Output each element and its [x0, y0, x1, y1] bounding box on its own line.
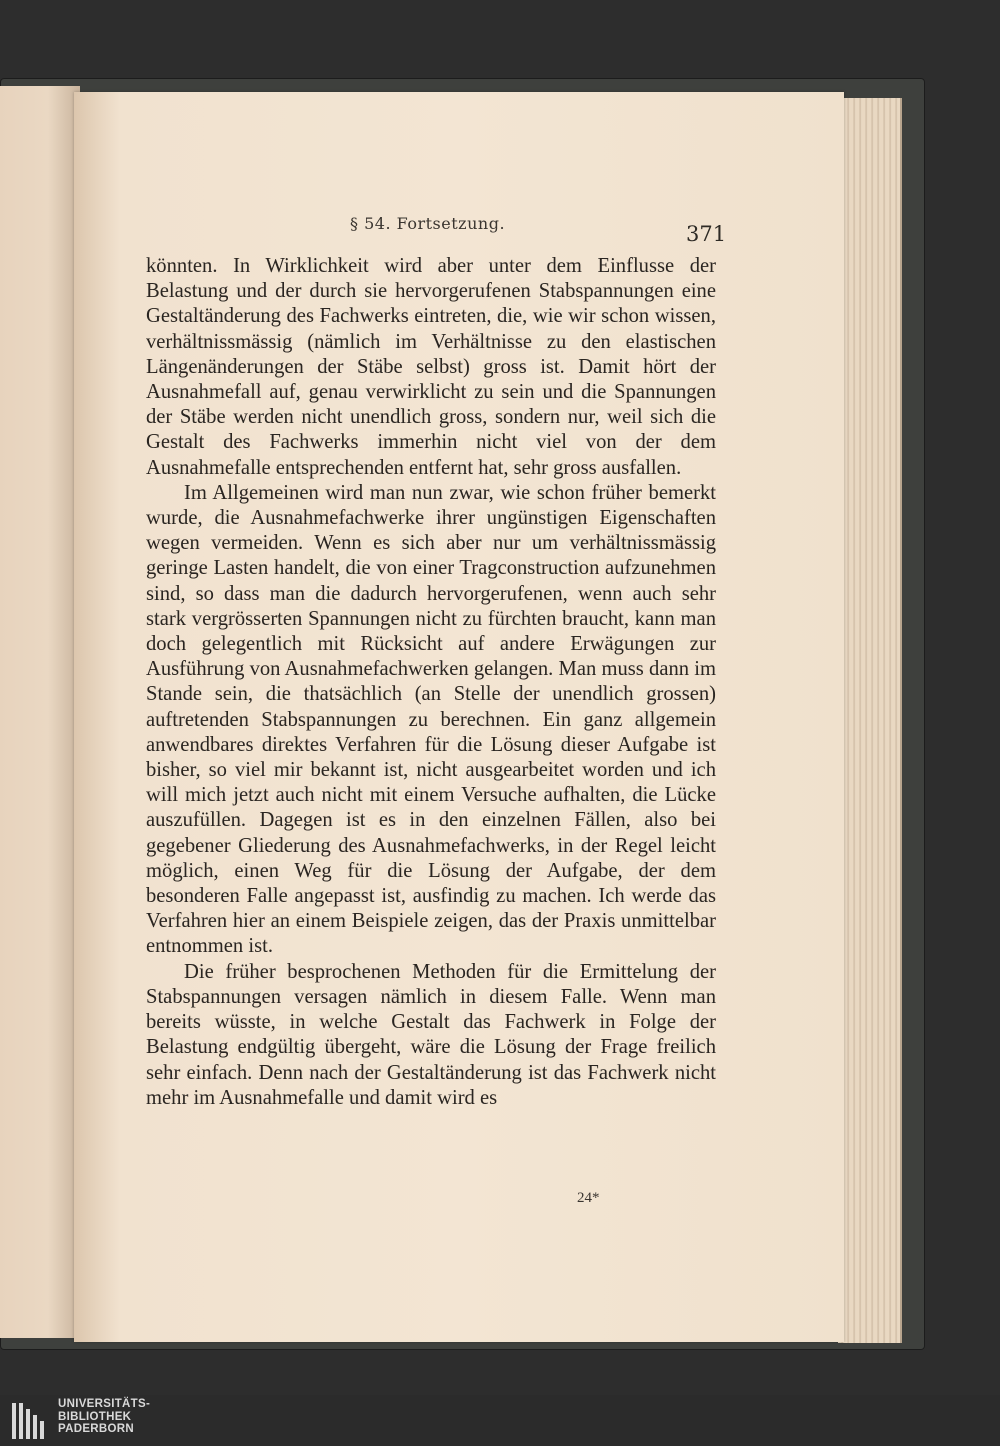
logo-line: BIBLIOTHEK [58, 1410, 132, 1423]
paragraph: könnten. In Wirklichkeit wird aber unter dem Einflusse der Belastung und der durch sie hervorgerufenen Stabspannungen eine Gestaltänderung des Fachwerks eintreten, die, wie wir schon wissen, verhältnissmässig (nämlich im Verhältnisse zu den elastischen Längenänderungen der Stäbe selbst) gross ist. Damit hört der Ausnahmefall auf, genau verwirklicht zu sein und die Spannungen der Stäbe werden nicht unendlich gross, sondern nur, weil sich die Gestalt des Fachwerks immerhin nicht viel von der dem Ausnahmefalle entsprechenden entfernt hat, sehr gross ausfallen. [146, 255, 716, 479]
paragraph: Die früher besprochenen Methoden für die Ermittelung der Stabspannungen versagen nämlich in diesem Falle. Wenn man bereits wüsste, in welche Gestalt das Fachwerk in Folge der Belastung endgültig übergeht, wäre die Lösung der Frage freilich sehr einfach. Denn nach der Gestaltänderung ist das Fachwerk nicht mehr im Ausnahmefalle und damit wird es [146, 960, 716, 1109]
library-logo-text [58, 1398, 150, 1436]
page-block-edges [838, 98, 900, 1343]
logo-line: UNIVERSITÄTS- [58, 1398, 151, 1410]
logo-line: PADERBORN [58, 1423, 134, 1435]
body-text [146, 254, 716, 1111]
running-head: § 54. Fortsetzung. [350, 214, 506, 233]
signature-mark: 24* [577, 1190, 600, 1206]
paragraph: Im Allgemeinen wird man nun zwar, wie schon früher bemerkt wurde, die Ausnahmefachwerke ihrer ungünstigen Eigenschaften wegen vermeiden. Wenn es sich aber nur um verhältnissmässig geringe Lasten handelt, die von einer Tragconstruction aufzunehmen sind, so dass man die dadurch hervorgerufenen, wenn auch sehr stark vergrösserten Spannungen nicht zu fürchten braucht, kann man doch gelegentlich mit Rücksicht auf andere Erwägungen zur Ausführung von Ausnahmefachwerken gelangen. Man muss dann im Stande sein, die thatsächlich (an Stelle der unendlich grossen) auftretenden Stabspannungen zu berechnen. Ein ganz allgemein anwendbares direktes Verfahren für die Lösung dieser Aufgabe ist bisher, so viel mir bekannt ist, nicht ausgearbeitet worden und ich will mich jetzt auch nicht mit einem Versuche aufhalten, die Lücke auszufüllen. Dagegen ist es in den einzelnen Fällen, also bei gegebener Gliederung des Ausnahmefachwerks, in der Regel leicht möglich, einen Weg für die Lösung der Aufgabe, der dem besonderen Falle angepasst ist, ausfindig zu machen. Ich werde das Verfahren hier an einem Beispiele zeigen, das der Praxis unmittelbar entnommen ist. [146, 481, 716, 958]
library-logo-icon [10, 1401, 52, 1441]
page-number: 371 [686, 222, 727, 246]
library-footer [0, 1395, 1000, 1446]
facing-page-edge [0, 86, 80, 1338]
